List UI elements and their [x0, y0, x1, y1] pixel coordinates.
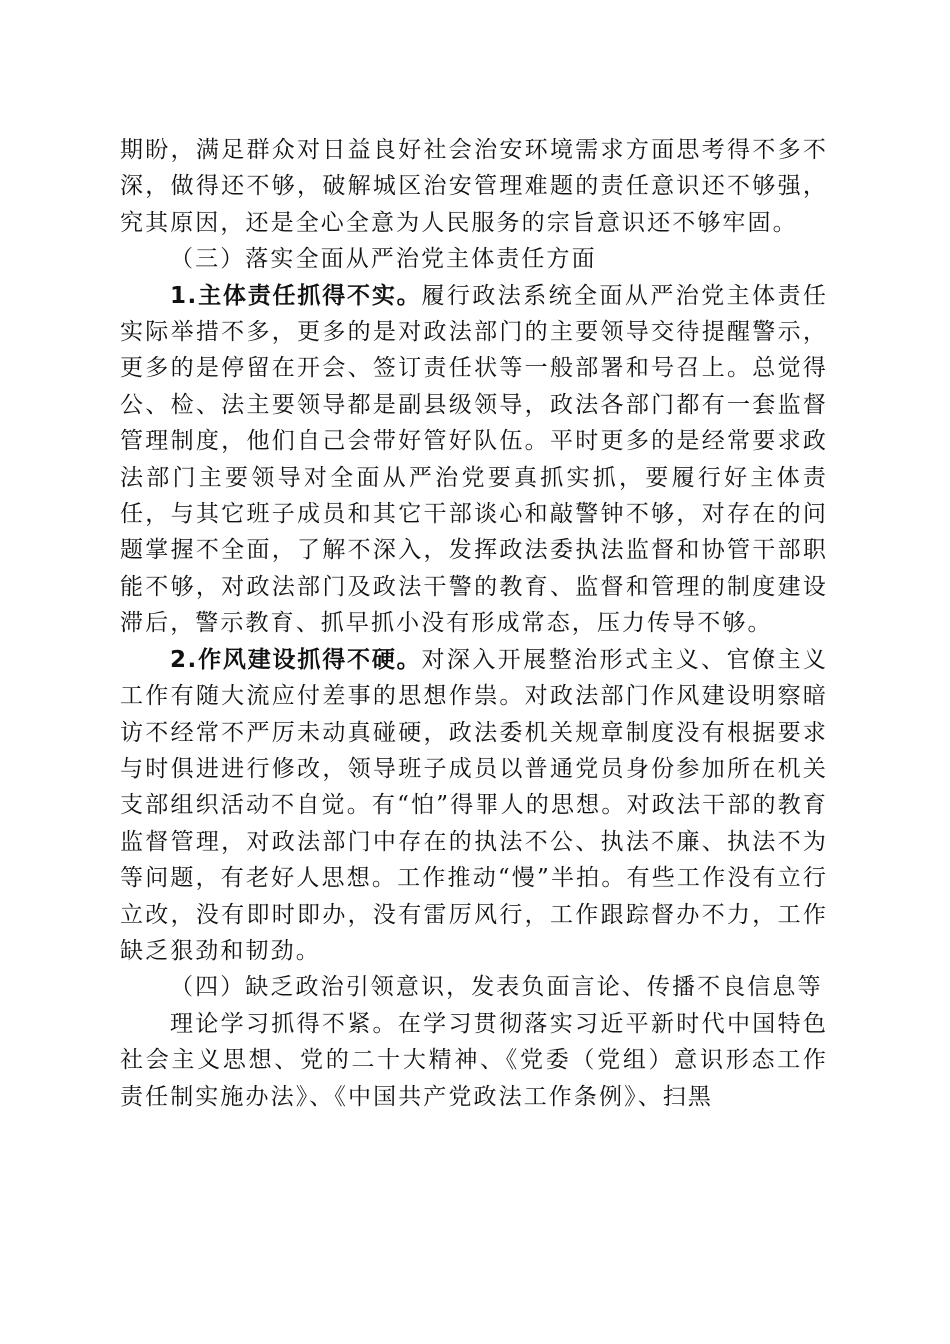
item-1-title: 1.主体责任抓得不实。	[170, 282, 422, 309]
paragraph-theory-study: 理论学习抓得不紧。在学习贯彻落实习近平新时代中国特色社会主义思想、党的二十大精神、《党委（党组）意识形态工作责任制实施办法》、《中国共产党政法工作条例》、扫黑	[120, 1010, 828, 1110]
document-page	[120, 132, 828, 1115]
item-2-title: 2.作风建设抓得不硬。	[170, 646, 422, 673]
item-2-paragraph	[120, 642, 828, 970]
item-2-body: 对深入开展整治形式主义、官僚主义工作有随大流应付差事的思想作祟。对政法部门作风建设明察暗访不经常不严厉未动真碰硬，政法委机关规章制度没有根据要求与时俱进进行修改，领导班子成员以普通党员身份参加所在机关支部组织活动不自觉。有“怕”得罪人的思想。对政法干部的教育监督管理，对政法部门中存在的执法不公、执法不廉、执法不为等问题，有老好人思想。工作推动“慢”半拍。有些工作没有立行立改，没有即时即办，没有雷厉风行，工作跟踪督办不力，工作缺乏狠劲和韧劲。	[120, 646, 828, 964]
section-heading-3: （三）落实全面从严治党主体责任方面	[170, 246, 597, 273]
item-1-body: 履行政法系统全面从严治党主体责任实际举措不多，更多的是对政法部门的主要领导交待提醒警示，更多的是停留在开会、签订责任状等一般部署和号召上。总觉得公、检、法主要领导都是副县级领导，政法各部门都有一套监督管理制度，他们自己会带好管好队伍。平时更多的是经常要求政法部门主要领导对全面从严治党要真抓实抓，要履行好主体责任，与其它班子成员和其它干部谈心和敲警钟不够，对存在的问题掌握不全面，了解不深入，发挥政法委执法监督和协管干部职能不够，对政法部门及政法干警的教育、监督和管理的制度建设滞后，警示教育、抓早抓小没有形成常态，压力传导不够。	[120, 282, 828, 637]
section-heading-4: （四）缺乏政治引领意识，发表负面言论、传播不良信息等	[170, 974, 823, 1001]
paragraph-continuation: 期盼，满足群众对日益良好社会治安环境需求方面思考得不多不深，做得还不够，破解城区治安管理难题的责任意识还不够强，究其原因，还是全心全意为人民服务的宗旨意识还不够牢固。	[120, 137, 828, 236]
item-1-paragraph	[120, 278, 828, 642]
